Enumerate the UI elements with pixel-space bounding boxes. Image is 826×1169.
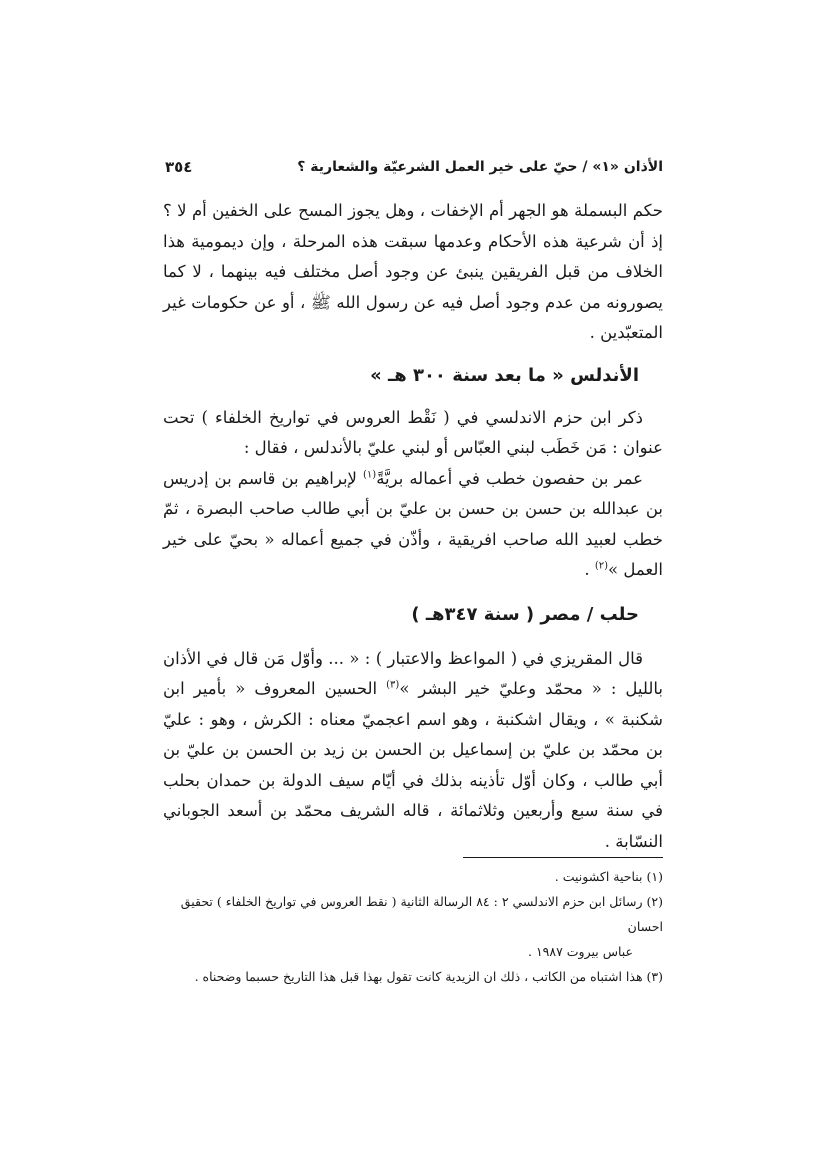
andalus-paragraph-1: ذكر ابن حزم الاندلسي في ( نَقْط العروس في تواريخ الخلفاء ) تحت عنوان : مَن خَطَب لبني العبّاس أو لبني عليّ بالأندلس ، فقال :: [163, 407, 663, 457]
footnote-1: (١) بناحية اكشونيت .: [554, 869, 663, 884]
footnote-2-continuation: عباس بيروت ١٩٨٧ .: [527, 944, 633, 959]
page-number: ٣٥٤: [165, 158, 193, 176]
andalus-text-c: .: [584, 560, 595, 579]
intro-paragraph: حكم البسملة هو الجهر أم الإخفات ، وهل يجوز المسح على الخفين أم لا ؟ إذ أن شرعية هذه الأحكام وعدمها سبقت هذه المرحلة ، وإن ديمومية هذا الخلاف من قبل الفريقين ينبئ عن وجود أصل مختلف فيه بينهما ، لا كما يصورونه من عدم وجود أصل فيه عن رسول الله ﷺ ، أو عن حكومات غير المتعبّدين .: [163, 201, 663, 342]
footnote-ref-3: (٣): [386, 679, 400, 691]
andalus-text-a: عمر بن حفصون خطب في أعماله بريَّةً: [376, 468, 644, 488]
footnote-divider: [463, 857, 663, 858]
section-heading-andalus: الأندلس « ما بعد سنة ٣٠٠ هـ »: [370, 364, 639, 386]
footnotes-section: [163, 857, 663, 989]
footnote-2: (٢) رسائل ابن حزم الاندلسي ٢ : ٨٤ الرسالة الثانية ( نقط العروس في تواريخ الخلفاء ) تحقيق احسان: [180, 894, 663, 934]
running-header: [165, 154, 663, 180]
page-body: [163, 196, 663, 857]
running-title: الأذان «١» / حيّ على خير العمل الشرعيّة والشعارية ؟: [297, 159, 663, 175]
andalus-paragraph-2: [163, 464, 663, 586]
halab-paragraph: [163, 644, 663, 858]
footnote-ref-2: (٢): [594, 560, 609, 572]
section-heading-halab: حلب / مصر ( سنة ٣٤٧هـ ): [411, 603, 639, 625]
footnote-ref-1: (١): [363, 469, 377, 480]
andalus-text-b: لإبراهيم بن قاسم بن إدريس بن عبدالله بن حسن بن حسن بن عليّ بن أبي طالب صاحب البصرة ، ثمّ خطب لعبيد الله صاحب افريقية ، وأذّن في جميع أعماله « بحيّ على خير العمل »: [163, 468, 663, 579]
footnote-3: (٣) هذا اشتباه من الكاتب ، ذلك ان الزيدية كانت تقول بهذا قبل هذا التاريخ حسبما وضحناه .: [194, 969, 663, 984]
halab-text-a: قال المقريزي في ( المواعظ والاعتبار ) : « ... وأوّل مَن قال في الأذان بالليل : « محمّد وعليّ خير البشر »: [163, 648, 664, 698]
halab-text-b: الحسين المعروف « بأمير ابن شكنبة » ، ويقال اشكنبة ، وهو اسم اعجميّ معناه : الكرش ، وهو : عليّ بن محمّد بن عليّ بن إسماعيل بن الحسن بن زيد بن الحسن بن عليّ بن أبي طالب ، وكان أوّل تأذينه بذلك في أيّام سيف الدولة بن حمدان بحلب في سنة سبع وأربعين وثلاثمائة ، قاله الشريف محمّد بن أسعد الجوباني النسّابة .: [163, 679, 663, 851]
